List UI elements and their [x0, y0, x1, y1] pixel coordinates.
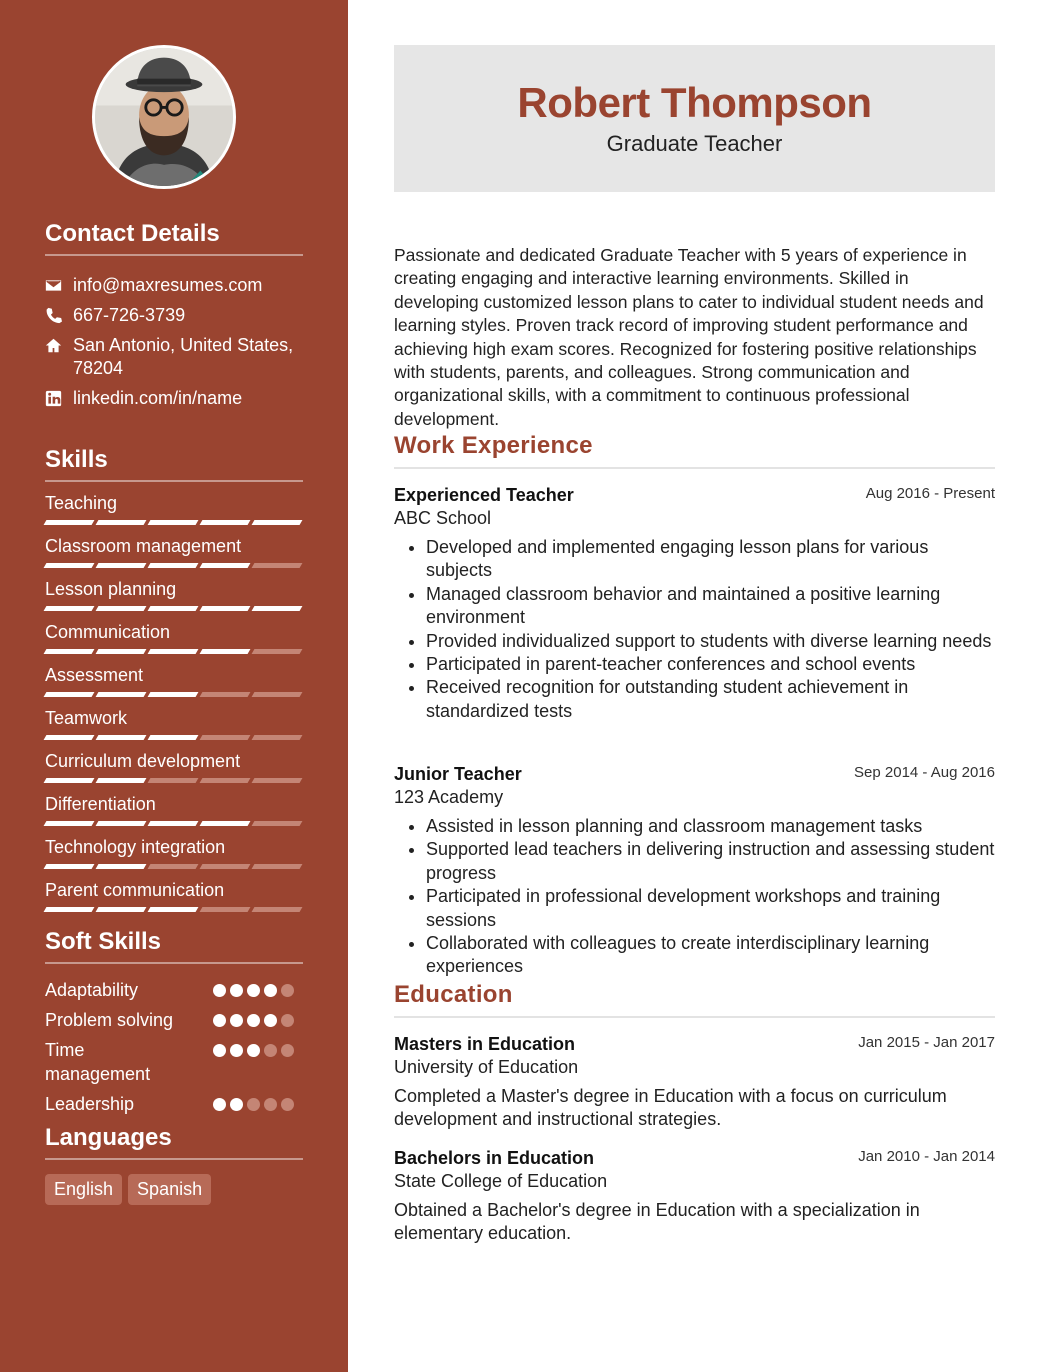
home-icon [45, 334, 73, 357]
skill-level-segment [200, 821, 251, 826]
skill-level-segment [96, 649, 147, 654]
soft-skill-dot [230, 1014, 243, 1027]
skill-level-segment [96, 864, 147, 869]
skill-level-segment [148, 520, 199, 525]
soft-skill-dot [247, 1014, 260, 1027]
soft-skill-dot [213, 1014, 226, 1027]
soft-skill-dot [230, 1044, 243, 1057]
candidate-name: Robert Thompson [517, 79, 872, 126]
skill-level-bar [45, 907, 303, 912]
contact-phone-text: 667-726-3739 [73, 305, 186, 325]
education-entry [394, 1147, 995, 1246]
education-title: Masters in Education [394, 1034, 576, 1054]
envelope-icon [45, 274, 73, 297]
soft-skill-dot [213, 1098, 226, 1111]
skill-item [45, 836, 303, 869]
contact-phone[interactable] [45, 304, 303, 327]
education-org: State College of Education [394, 1171, 608, 1191]
linkedin-icon [45, 387, 73, 410]
skill-level-bar [45, 864, 303, 869]
contact-email-text: info@maxresumes.com [73, 275, 263, 295]
skill-level-segment [200, 563, 251, 568]
header-box [394, 45, 995, 192]
work-title: Junior Teacher [394, 764, 522, 784]
soft-skill-name: Adaptability [45, 980, 139, 1000]
education-desc: Completed a Master's degree in Education with a focus on curriculum development and instructional strategies. [394, 1086, 947, 1130]
skill-level-segment [96, 563, 147, 568]
education-desc: Obtained a Bachelor's degree in Education with a specialization in elementary education. [394, 1200, 920, 1244]
skill-level-segment [252, 520, 303, 525]
skill-name: Parent communication [45, 880, 225, 900]
education-date: Jan 2010 - Jan 2014 [858, 1148, 995, 1165]
work-bullets [394, 536, 995, 723]
soft-skill-dots [213, 1092, 294, 1116]
skill-item [45, 750, 303, 783]
soft-skill-dot [230, 1098, 243, 1111]
skill-item [45, 707, 303, 740]
work-entry [394, 763, 995, 979]
soft-skill-dot [213, 984, 226, 997]
skill-item [45, 621, 303, 654]
skill-level-bar [45, 563, 303, 568]
soft-skill-dot [264, 1044, 277, 1057]
languages-heading: Languages [45, 1124, 303, 1160]
skill-level-segment [96, 735, 147, 740]
work-title: Experienced Teacher [394, 485, 574, 505]
skills-list [45, 492, 303, 912]
soft-skills-heading: Soft Skills [45, 928, 303, 964]
skill-name: Differentiation [45, 794, 156, 814]
skill-level-segment [44, 864, 95, 869]
work-bullets [394, 815, 995, 979]
skill-level-bar [45, 735, 303, 740]
contact-email[interactable] [45, 274, 303, 297]
skill-level-segment [200, 864, 251, 869]
soft-skill-dot [213, 1044, 226, 1057]
skill-level-segment [148, 821, 199, 826]
skill-level-segment [148, 606, 199, 611]
skill-level-segment [148, 735, 199, 740]
contact-linkedin[interactable] [45, 387, 303, 410]
skill-level-segment [200, 649, 251, 654]
skill-level-segment [252, 649, 303, 654]
skill-level-segment [96, 907, 147, 912]
skill-name: Assessment [45, 665, 144, 685]
skill-level-segment [200, 778, 251, 783]
skill-name: Teamwork [45, 708, 128, 728]
work-org: ABC School [394, 508, 492, 528]
soft-skill-dot [230, 984, 243, 997]
bullet-item: • Collaborated with colleagues to create interdisciplinary learning experiences [426, 932, 995, 979]
skill-level-segment [252, 778, 303, 783]
skill-level-segment [44, 520, 95, 525]
skill-level-segment [148, 907, 199, 912]
skills-heading: Skills [45, 446, 303, 482]
soft-skill-item [45, 978, 303, 1002]
skill-level-segment [148, 778, 199, 783]
soft-skill-dot [264, 1014, 277, 1027]
skill-level-segment [200, 735, 251, 740]
skill-level-bar [45, 606, 303, 611]
bullet-item: • Participated in professional development workshops and training sessions [426, 885, 995, 932]
skill-level-segment [44, 692, 95, 697]
skill-level-segment [44, 821, 95, 826]
work-entry [394, 484, 995, 723]
sidebar [0, 0, 348, 1372]
education-org: University of Education [394, 1057, 579, 1077]
work-date: Aug 2016 - Present [865, 485, 995, 502]
work-heading: Work Experience [394, 432, 995, 469]
avatar [92, 45, 236, 189]
skill-level-segment [252, 606, 303, 611]
profile-photo-icon [95, 48, 233, 186]
bullet-item: • Assisted in lesson planning and classroom management tasks [426, 815, 995, 838]
soft-skill-dot [247, 1044, 260, 1057]
soft-skill-dot [247, 1098, 260, 1111]
candidate-role: Graduate Teacher [606, 131, 783, 156]
soft-skill-dots [213, 1008, 294, 1032]
bullet-item: • Participated in parent-teacher conferences and school events [426, 653, 995, 676]
soft-skill-dots [213, 1038, 294, 1086]
soft-skill-name: Problem solving [45, 1010, 174, 1030]
skill-level-segment [200, 907, 251, 912]
profile-summary: Passionate and dedicated Graduate Teacher with 5 years of experience in creating engaging and interactive learning environments. Skilled in developing customized lesson plans to cater to individual student needs and learning styles. Proven track record of improving student performance and achieving high exam scores. Recognized for fostering positive relationships with students, parents, and colleagues. Strong communication and organizational skills, with a commitment to continuous professional development. [394, 245, 984, 429]
skill-level-bar [45, 649, 303, 654]
contact-linkedin-text: linkedin.com/in/name [73, 388, 243, 408]
skill-level-bar [45, 821, 303, 826]
skill-name: Curriculum development [45, 751, 241, 771]
soft-skill-dot [281, 1098, 294, 1111]
skill-level-segment [200, 520, 251, 525]
skill-item [45, 793, 303, 826]
education-date: Jan 2015 - Jan 2017 [858, 1034, 995, 1051]
education-title: Bachelors in Education [394, 1148, 595, 1168]
skill-name: Classroom management [45, 536, 242, 556]
skill-item [45, 879, 303, 912]
soft-skills-list [45, 978, 303, 1116]
soft-skill-dot [281, 1014, 294, 1027]
skill-item [45, 578, 303, 611]
skill-level-segment [148, 692, 199, 697]
skill-level-segment [252, 735, 303, 740]
skill-level-segment [44, 606, 95, 611]
skill-level-segment [148, 563, 199, 568]
skill-name: Lesson planning [45, 579, 177, 599]
skill-level-segment [252, 864, 303, 869]
soft-skill-dots [213, 978, 294, 1002]
skill-level-segment [96, 606, 147, 611]
soft-skill-item [45, 1038, 303, 1086]
contact-address-text: San Antonio, United States, 78204 [73, 335, 294, 378]
soft-skill-dot [281, 1044, 294, 1057]
skill-name: Communication [45, 622, 171, 642]
skill-level-segment [96, 821, 147, 826]
skill-level-segment [200, 606, 251, 611]
skill-level-segment [44, 735, 95, 740]
skill-level-segment [148, 649, 199, 654]
bullet-item: • Supported lead teachers in delivering instruction and assessing student progress [426, 838, 995, 885]
skill-level-segment [252, 692, 303, 697]
bullet-item: • Developed and implemented engaging lesson plans for various subjects [426, 536, 995, 583]
skill-item [45, 492, 303, 525]
skill-name: Technology integration [45, 837, 226, 857]
skill-level-bar [45, 520, 303, 525]
languages-list [45, 1174, 303, 1205]
skill-level-segment [96, 692, 147, 697]
bullet-item: • Received recognition for outstanding student achievement in standardized tests [426, 676, 995, 723]
soft-skill-name: Leadership [45, 1094, 135, 1114]
contact-heading: Contact Details [45, 220, 303, 256]
skill-level-segment [44, 649, 95, 654]
contact-list [45, 274, 303, 410]
skill-level-segment [96, 778, 147, 783]
soft-skill-dot [264, 1098, 277, 1111]
language-tag: English [45, 1174, 122, 1205]
education-heading: Education [394, 981, 995, 1018]
skills-section [45, 446, 303, 912]
bullet-item: • Provided individualized support to students with diverse learning needs [426, 630, 995, 653]
soft-skill-item [45, 1092, 303, 1116]
skill-level-segment [44, 907, 95, 912]
skill-level-segment [44, 563, 95, 568]
contact-address [45, 334, 303, 380]
soft-skill-item [45, 1008, 303, 1032]
work-date: Sep 2014 - Aug 2016 [854, 764, 995, 781]
education-entry [394, 1033, 995, 1132]
skill-level-segment [252, 907, 303, 912]
skill-level-segment [200, 692, 251, 697]
skill-level-segment [252, 563, 303, 568]
skill-item [45, 664, 303, 697]
language-tag: Spanish [128, 1174, 211, 1205]
skill-item [45, 535, 303, 568]
skill-level-segment [148, 864, 199, 869]
soft-skill-dot [281, 984, 294, 997]
skill-level-bar [45, 778, 303, 783]
skill-level-segment [44, 778, 95, 783]
skill-level-segment [252, 821, 303, 826]
languages-section [45, 1124, 303, 1205]
bullet-item: • Managed classroom behavior and maintained a positive learning environment [426, 583, 995, 630]
soft-skills-section [45, 928, 303, 1122]
skill-name: Teaching [45, 493, 118, 513]
skill-level-segment [96, 520, 147, 525]
skill-level-bar [45, 692, 303, 697]
contact-section [45, 220, 303, 417]
soft-skill-name: Time management [45, 1040, 151, 1084]
soft-skill-dot [264, 984, 277, 997]
work-org: 123 Academy [394, 787, 504, 807]
soft-skill-dot [247, 984, 260, 997]
phone-icon [45, 304, 73, 327]
